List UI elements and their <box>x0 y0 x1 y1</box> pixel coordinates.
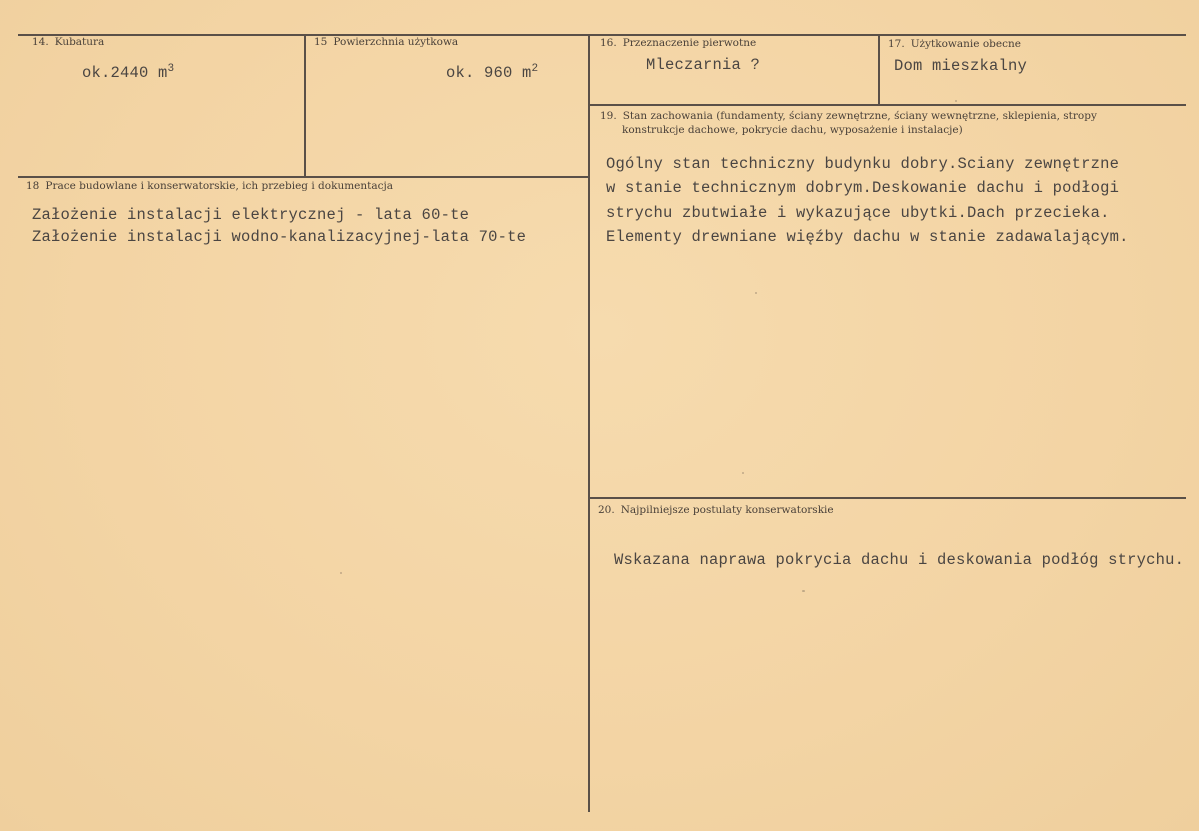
powierzchnia-label: 15 Powierzchnia użytkowa <box>314 36 459 48</box>
uzytkowanie-value: Dom mieszkalny <box>894 57 1028 75</box>
kubatura-label: 14. Kubatura <box>32 36 105 48</box>
postulaty-label: 20. Najpilniejsze postulaty konserwatorskie <box>598 504 834 516</box>
stan-label-cont: konstrukcje dachowe, pokrycie dachu, wyposażenie i instalacje) <box>622 124 963 136</box>
powierzchnia-value: ok. 960 $m^2$ <box>446 63 539 83</box>
stan-line-3: strychu zbutwiałe i wykazujące ubytki.Dach przecieka. <box>606 204 1110 222</box>
stan-line-2: w stanie technicznym dobrym.Deskowanie dachu i podłogi <box>606 179 1120 197</box>
stan-line-1: Ogólny stan techniczny budynku dobry.Sciany zewnętrzne <box>606 155 1120 173</box>
postulaty-value: Wskazana naprawa pokrycia dachu i deskowania podłóg strychu. <box>614 551 1185 569</box>
prace-label: 18 Prace budowlane i konserwatorskie, ich przebieg i dokumentacja <box>26 180 394 192</box>
paper-speck <box>955 100 957 102</box>
rule-right-top <box>590 104 1186 106</box>
divider-main <box>588 34 590 812</box>
prace-line-1: Założenie instalacji elektrycznej - lata 60-te <box>32 206 470 224</box>
rule-right-mid <box>590 497 1186 499</box>
prace-line-2: Założenie instalacji wodno-kanalizacyjnej-lata 70-te <box>32 228 527 246</box>
kubatura-value: ok.2440 $m^3$ <box>82 63 175 83</box>
divider-16-17 <box>878 34 880 104</box>
stan-label: 19. Stan zachowania (fundamenty, ściany zewnętrzne, ściany wewnętrzne, sklepienia, stropy <box>600 110 1097 122</box>
uzytkowanie-label: 17. Użytkowanie obecne <box>888 38 1021 50</box>
divider-14-15 <box>304 34 306 176</box>
paper-speck <box>802 590 805 592</box>
przeznaczenie-value: Mleczarnia ? <box>646 56 761 74</box>
top-rule <box>18 34 1186 36</box>
rule-left-mid <box>18 176 590 178</box>
paper-speck <box>340 572 342 574</box>
stan-line-4: Elementy drewniane więźby dachu w stanie zadawalającym. <box>606 228 1129 246</box>
przeznaczenie-label: 16. Przeznaczenie pierwotne <box>600 37 757 49</box>
paper-speck <box>755 292 757 294</box>
paper-speck <box>742 472 744 474</box>
